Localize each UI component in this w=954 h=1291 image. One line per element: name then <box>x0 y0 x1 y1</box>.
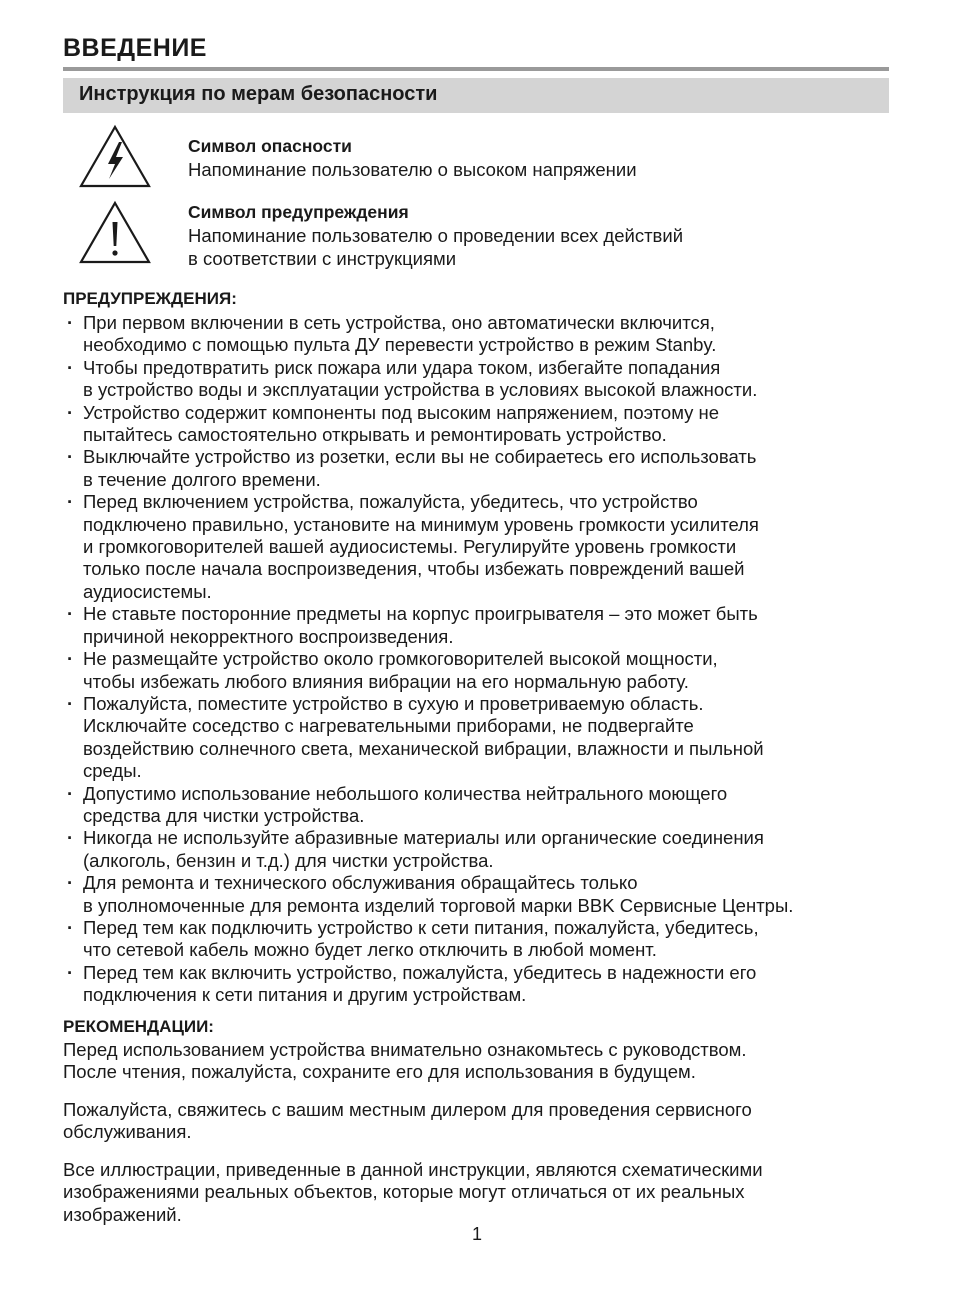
warning-item <box>63 357 893 402</box>
warning-item-line: в устройство воды и эксплуатации устройства в условиях высокой влажности. <box>83 379 758 401</box>
warning-item <box>63 491 893 603</box>
warning-item-line: · Устройство содержит компоненты под высоким напряжением, поэтому не <box>83 401 720 423</box>
warning-item <box>63 648 893 693</box>
page-number: 1 <box>471 1224 482 1244</box>
warning-item-line: причиной некорректного воспроизведения. <box>83 625 454 647</box>
warning-item <box>63 783 893 828</box>
warning-item-line: Исключайте соседство с нагревательными приборами, не подвергайте <box>83 715 694 737</box>
warnings-heading: ПРЕДУПРЕЖДЕНИЯ: <box>63 289 237 308</box>
warning-item-line: · Выключайте устройство из розетки, если вы не собираетесь его использовать <box>83 446 757 468</box>
section-title: Инструкция по мерам безопасности <box>79 83 438 105</box>
warning-item-line: подключения к сети питания и другим устройствам. <box>83 984 527 1006</box>
warning-item-line: · Перед тем как подключить устройство к сети питания, пожалуйста, убедитесь, <box>83 916 759 938</box>
section-header <box>63 78 889 113</box>
warning-item-line: (алкоголь, бензин и т.д.) для чистки устройства. <box>83 849 494 871</box>
warning-item-line: · Пожалуйста, поместите устройство в сухую и проветриваемую область. <box>83 692 704 714</box>
warning-item-line: подключено правильно, установите на минимум уровень громкости усилителя <box>83 513 759 535</box>
warning-item <box>63 917 893 962</box>
warning-item-line: пытайтесь самостоятельно открывать и ремонтировать устройство. <box>83 424 667 446</box>
warning-item-line: · Никогда не используйте абразивные материалы или органические соединения <box>83 827 764 849</box>
warning-item-line: что сетевой кабель можно будет легко отключить в любой момент. <box>83 939 657 961</box>
warning-item-line: · Для ремонта и технического обслуживания обращайтесь только <box>83 872 638 894</box>
warning-item <box>63 312 893 357</box>
warning-item-line: · Чтобы предотвратить риск пожара или удара током, избегайте попадания <box>83 356 721 378</box>
recommendation-paragraph: Все иллюстрации, приведенные в данной инструкции, являются схематическими изображениями реальных объектов, которые могут отличаться от их реальных изображений. <box>63 1159 763 1225</box>
warnings-list <box>63 312 893 1007</box>
warning-item <box>63 962 893 1007</box>
danger-symbol-description: Напоминание пользователю о высоком напряжении <box>188 159 637 180</box>
recommendations-heading: РЕКОМЕНДАЦИИ: <box>63 1017 214 1036</box>
warning-item-line: в уполномоченные для ремонта изделий торговой марки BBK Сервисные Центры. <box>83 894 794 916</box>
warning-item-line: · Допустимо использование небольшого количества нейтрального моющего <box>83 782 728 804</box>
high-voltage-warning-icon <box>78 124 152 190</box>
warning-item-line: чтобы избежать любого влияния вибрации на его нормальную работу. <box>83 670 689 692</box>
warning-item-line: средства для чистки устройства. <box>83 804 365 826</box>
danger-symbol-title: Символ опасности <box>188 136 352 156</box>
warning-item-line: · Не ставьте посторонние предметы на корпус проигрывателя – это может быть <box>83 603 758 625</box>
warning-item-line: · Перед включением устройства, пожалуйста, убедитесь, что устройство <box>83 491 698 513</box>
page-title: ВВЕДЕНИЕ <box>63 34 207 62</box>
warning-item-line: · Не размещайте устройство около громкоговорителей высокой мощности, <box>83 648 718 670</box>
exclamation-warning-icon <box>78 200 152 266</box>
warning-symbol-description-line: в соответствии с инструкциями <box>188 248 457 269</box>
warning-item <box>63 872 893 917</box>
warning-symbol-title: Символ предупреждения <box>188 202 409 222</box>
warning-item <box>63 693 893 783</box>
recommendation-paragraph: Перед использованием устройства внимательно ознакомьтесь с руководством. После чтения, пожалуйста, сохраните его для использования в будущем. <box>63 1039 747 1083</box>
danger-symbol-block <box>63 124 889 190</box>
warning-item <box>63 402 893 447</box>
warning-item-line: · При первом включении в сеть устройства, оно автоматически включится, <box>83 312 715 333</box>
warning-item-line: в течение долгого времени. <box>83 468 321 490</box>
warning-item <box>63 827 893 872</box>
warning-item-line: и громкоговорителей вашей аудиосистемы. Регулируйте уровень громкости <box>83 536 737 558</box>
warning-item <box>63 603 893 648</box>
warning-item-line: · Перед тем как включить устройство, пожалуйста, убедитесь в надежности его <box>83 961 757 983</box>
warning-item <box>63 446 893 491</box>
warning-item-line: воздействию солнечного света, механической вибрации, влажности и пыльной <box>83 737 764 759</box>
recommendation-paragraph: Пожалуйста, свяжитесь с вашим местным дилером для проведения сервисного обслуживания. <box>63 1099 752 1143</box>
warning-item-line: среды. <box>83 760 142 782</box>
title-rule <box>63 67 889 71</box>
warning-symbol-description-line: Напоминание пользователю о проведении всех действий <box>188 225 684 246</box>
warning-item-line: необходимо с помощью пульта ДУ перевести устройство в режим Stanby. <box>83 334 717 356</box>
warning-symbol-block <box>63 200 889 269</box>
warning-item-line: аудиосистемы. <box>83 580 212 602</box>
warning-item-line: только после начала воспроизведения, чтобы избежать повреждений вашей <box>83 558 745 580</box>
